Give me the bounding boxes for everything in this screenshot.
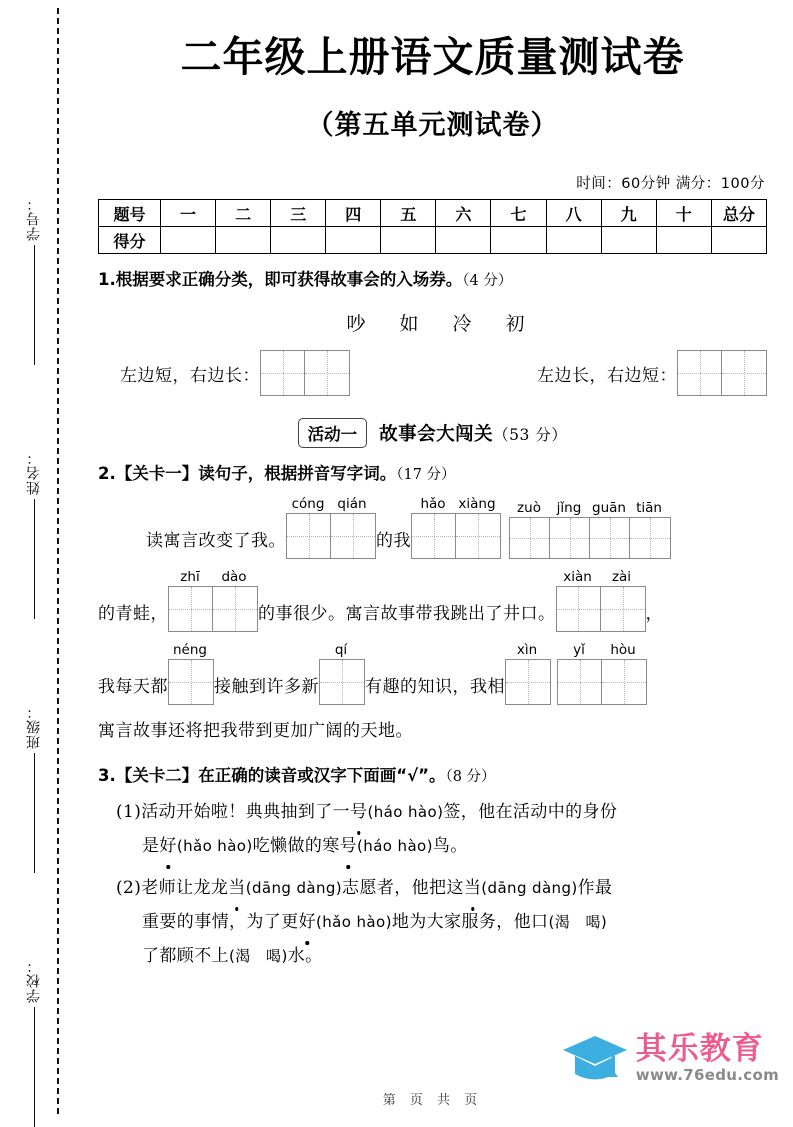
pinyin-syllable: tiān <box>636 499 662 516</box>
q3-item2-number: (2) <box>116 877 142 898</box>
margin-label-xuexiao: 学校： <box>26 958 42 1003</box>
activity-banner <box>98 418 767 448</box>
q3-item2-line3 <box>116 939 767 973</box>
q3-item2-line1 <box>116 871 767 905</box>
q2-l1-group-1 <box>286 496 376 559</box>
q3-item2-l2-a: 重要的事情，为了更 <box>142 911 299 932</box>
tianzige-cell[interactable] <box>506 660 550 704</box>
pinyin-choice[interactable]: (hǎo hào) <box>316 912 392 931</box>
q3-item1-l2-b: 吃懒做的寒 <box>252 835 340 856</box>
score-table-row-label-question: 题号 <box>99 200 161 227</box>
question-2-points: （17 分） <box>396 467 456 484</box>
q3-item1-number: (1) <box>116 801 142 822</box>
score-table-score-row <box>99 227 767 254</box>
score-table <box>98 199 767 254</box>
tianzige-cell[interactable] <box>169 660 213 704</box>
score-cell-8[interactable] <box>546 227 601 254</box>
question-3-text: 3.【关卡二】在正确的读音或汉字下面画“√”。 <box>98 765 446 785</box>
score-cell-3[interactable] <box>271 227 326 254</box>
question-1-label-right: 左边长，右边短： <box>537 365 677 386</box>
tianzige-cell[interactable] <box>305 351 349 395</box>
score-cell-1[interactable] <box>161 227 216 254</box>
q2-l1-mid-text: 的我 <box>376 530 411 551</box>
q2-l3-group-2 <box>319 642 365 705</box>
pinyin-syllable: néng <box>173 642 207 659</box>
margin-field-banji <box>14 704 54 873</box>
q2-l1-lead-text: 读寓言改变了我。 <box>146 530 286 551</box>
binding-dashed-line <box>57 8 59 1114</box>
q2-l3-lead-text: 我每天都 <box>98 677 168 698</box>
tianzige-grid[interactable] <box>411 513 501 559</box>
score-cell-10[interactable] <box>656 227 711 254</box>
page-title: 二年级上册语文质量测试卷 <box>180 33 685 81</box>
tianzige-cell[interactable] <box>630 518 670 558</box>
pinyin-row <box>411 496 501 512</box>
emphasis-char: 好 <box>159 829 176 863</box>
activity-title-text: 故事会大闯关 <box>379 424 494 446</box>
emphasis-char: 好 <box>299 905 316 939</box>
tianzige-grid[interactable] <box>168 659 214 705</box>
tianzige-cell[interactable] <box>261 351 305 395</box>
q3-item2-l1-c: 作最 <box>577 877 613 898</box>
score-table-col-8: 八 <box>546 200 601 227</box>
logo-text <box>635 1031 779 1086</box>
pinyin-syllable: qí <box>334 642 348 659</box>
tianzige-cell[interactable] <box>590 518 630 558</box>
tianzige-grid[interactable] <box>505 659 551 705</box>
tianzige-cell[interactable] <box>602 660 646 704</box>
char-option-4: 初 <box>505 313 559 336</box>
pinyin-row <box>509 500 671 516</box>
question-2-text: 2.【关卡一】读句子，根据拼音写字词。 <box>98 464 397 484</box>
pinyin-choice[interactable]: (dāng dàng) <box>245 878 343 897</box>
site-logo <box>562 1031 779 1086</box>
margin-rule <box>34 499 35 619</box>
q3-item1-line1 <box>116 795 767 829</box>
question-2-line-4: 寓言故事还将把我带到更加广阔的天地。 <box>98 721 413 742</box>
q2-l2-tail-text: ， <box>645 604 663 625</box>
pinyin-syllable: guān <box>592 499 626 516</box>
tianzige-grid[interactable] <box>286 513 376 559</box>
graduation-cap-icon <box>562 1034 628 1086</box>
q3-item1-l2-c: 鸟。 <box>432 835 468 856</box>
emphasis-char: 号 <box>350 795 367 829</box>
question-1-group-left <box>120 350 350 396</box>
score-table-row-label-score: 得分 <box>99 227 161 254</box>
score-table-col-4: 四 <box>326 200 381 227</box>
q2-l2-group-2 <box>556 569 646 632</box>
char-option-3: 冷 <box>452 313 506 336</box>
pinyin-syllable: hòu <box>610 642 636 659</box>
tianzige-grid[interactable] <box>557 659 647 705</box>
q2-l2-lead-text: 的青蛙， <box>98 604 168 625</box>
margin-rule <box>34 245 35 365</box>
tianzige-cell[interactable] <box>550 518 590 558</box>
score-table-col-total: 总分 <box>711 200 766 227</box>
q2-l1-group-3 <box>509 500 671 559</box>
pinyin-row <box>556 569 646 585</box>
question-2-line-3 <box>98 642 767 705</box>
q3-item2-l3-b: 水。 <box>287 945 323 966</box>
logo-brand-name: 其乐教育 <box>635 1031 764 1067</box>
question-1-points: （4 分） <box>462 273 513 290</box>
pinyin-row <box>557 642 647 658</box>
question-1-group-right <box>537 350 767 396</box>
score-cell-total[interactable] <box>711 227 766 254</box>
hanzi-choice[interactable]: (渴 喝) <box>229 946 288 965</box>
q3-item1-l1-a: 活动开始啦！典典抽到了一 <box>141 801 351 822</box>
question-3-prompt <box>98 764 767 787</box>
q3-item1-l2-a: 是 <box>142 835 160 856</box>
pinyin-row <box>319 642 365 658</box>
pinyin-syllable: zài <box>611 568 632 585</box>
q3-item2-line2 <box>116 905 767 939</box>
tianzige-grid[interactable] <box>260 350 350 396</box>
margin-label-banji: 班级： <box>26 704 42 749</box>
question-1-answer-row <box>98 350 767 396</box>
q3-item1-l1-b: 签，他在活动中的身份 <box>443 801 618 822</box>
pinyin-syllable: dào <box>221 568 247 585</box>
logo-website-url: www.76edu.com <box>635 1066 779 1084</box>
pinyin-row <box>286 496 376 512</box>
emphasis-char: 当 <box>228 871 245 905</box>
hanzi-choice[interactable]: (渴 喝) <box>548 912 608 931</box>
activity-badge: 活动一 <box>298 418 368 448</box>
q2-l1-group-2 <box>411 496 501 559</box>
exam-meta-info: 时间：60分钟 满分：100分 <box>576 176 765 193</box>
q2-l3-mid-text-2: 有趣的知识，我相 <box>365 677 505 698</box>
activity-points: （53 分） <box>493 426 568 445</box>
score-cell-7[interactable] <box>491 227 546 254</box>
margin-field-xuexiao <box>14 958 54 1127</box>
question-3-item-1 <box>98 795 767 863</box>
q3-item2-l3-a: 了都顾不上 <box>142 945 229 966</box>
tianzige-cell[interactable] <box>557 587 601 631</box>
score-cell-4[interactable] <box>326 227 381 254</box>
score-table-col-1: 一 <box>161 200 216 227</box>
question-1-text: 1.根据要求正确分类，即可获得故事会的入场券。 <box>98 270 463 290</box>
q3-item1-line2 <box>116 829 767 863</box>
score-table-col-5: 五 <box>381 200 436 227</box>
question-2-line-1 <box>98 496 767 559</box>
pinyin-choice[interactable]: (dāng dàng) <box>481 878 578 897</box>
score-table-col-7: 七 <box>491 200 546 227</box>
q3-item2-l2-b: 地为大家服务，他口 <box>391 911 549 932</box>
tianzige-cell[interactable] <box>169 587 213 631</box>
page-subtitle: （第五单元测试卷） <box>306 110 559 142</box>
tianzige-cell[interactable] <box>456 514 500 558</box>
q2-l3-group-1 <box>168 642 214 705</box>
tianzige-cell[interactable] <box>601 587 645 631</box>
score-table-col-10: 十 <box>656 200 711 227</box>
q3-item2-l1-a: 老师让龙龙 <box>141 877 229 898</box>
question-3-item-2 <box>98 871 767 973</box>
tianzige-grid[interactable] <box>556 586 646 632</box>
margin-field-xuehao <box>14 196 54 365</box>
tianzige-grid[interactable] <box>509 517 671 559</box>
pinyin-syllable: cóng <box>291 495 325 512</box>
question-2-prompt <box>98 462 767 485</box>
pinyin-syllable: xiàn <box>563 568 592 585</box>
margin-rule <box>34 1007 35 1127</box>
pinyin-choice[interactable]: (háo hào) <box>367 802 444 821</box>
q2-l2-group-1 <box>168 569 258 632</box>
activity-title <box>379 420 567 446</box>
score-cell-9[interactable] <box>601 227 656 254</box>
q2-l2-mid-text: 的事很少。寓言故事带我跳出了井口。 <box>258 604 556 625</box>
q2-l3-group-3 <box>505 642 551 705</box>
question-1-character-pool <box>98 309 767 336</box>
binding-margin-rail <box>0 0 72 1122</box>
score-table-header-row <box>99 200 767 227</box>
score-table-col-3: 三 <box>271 200 326 227</box>
margin-label-xuehao: 学号： <box>26 196 42 241</box>
tianzige-cell[interactable] <box>722 351 766 395</box>
pinyin-syllable: xiàng <box>458 495 496 512</box>
tianzige-cell[interactable] <box>331 514 375 558</box>
pinyin-syllable: yǐ <box>573 642 585 659</box>
tianzige-grid[interactable] <box>677 350 767 396</box>
emphasis-char: 当 <box>464 871 481 905</box>
margin-label-xingming: 姓名： <box>26 450 42 495</box>
score-cell-2[interactable] <box>216 227 271 254</box>
tianzige-cell[interactable] <box>678 351 722 395</box>
tianzige-cell[interactable] <box>287 514 331 558</box>
tianzige-cell[interactable] <box>320 660 364 704</box>
pinyin-choice[interactable]: (háo hào) <box>357 836 433 855</box>
pinyin-syllable: hǎo <box>420 495 446 512</box>
tianzige-cell[interactable] <box>213 587 257 631</box>
char-option-1: 吵 <box>346 313 400 336</box>
pinyin-syllable: zuò <box>517 499 541 516</box>
question-3-points: （8 分） <box>445 768 496 785</box>
pinyin-syllable: zhī <box>180 568 200 585</box>
score-table-col-2: 二 <box>216 200 271 227</box>
score-cell-5[interactable] <box>381 227 436 254</box>
emphasis-char: 号 <box>340 829 357 863</box>
score-table-col-6: 六 <box>436 200 491 227</box>
pinyin-row <box>505 642 551 658</box>
tianzige-grid[interactable] <box>319 659 365 705</box>
pinyin-row <box>168 569 258 585</box>
pinyin-choice[interactable]: (hǎo hào) <box>176 836 253 855</box>
question-1-prompt <box>98 268 767 291</box>
tianzige-grid[interactable] <box>168 586 258 632</box>
tianzige-cell[interactable] <box>510 518 550 558</box>
margin-rule <box>34 753 35 873</box>
q2-l3-mid-text-1: 接触到许多新 <box>214 677 319 698</box>
question-1-label-left: 左边短，右边长： <box>120 365 260 386</box>
margin-field-xingming <box>14 450 54 619</box>
char-option-2: 如 <box>399 313 453 336</box>
q3-item2-l1-b: 志愿者，他把这 <box>342 877 464 898</box>
exam-page <box>72 0 793 1122</box>
page-footer: 第 页 共 页 <box>382 1093 483 1108</box>
pinyin-row <box>168 642 214 658</box>
pinyin-syllable: qián <box>337 495 367 512</box>
pinyin-syllable: jǐng <box>556 499 582 516</box>
score-cell-6[interactable] <box>436 227 491 254</box>
score-table-col-9: 九 <box>601 200 656 227</box>
tianzige-cell[interactable] <box>412 514 456 558</box>
tianzige-cell[interactable] <box>558 660 602 704</box>
question-2-line-2 <box>98 569 767 632</box>
pinyin-syllable: xìn <box>516 642 538 659</box>
q2-l3-group-4 <box>557 642 647 705</box>
